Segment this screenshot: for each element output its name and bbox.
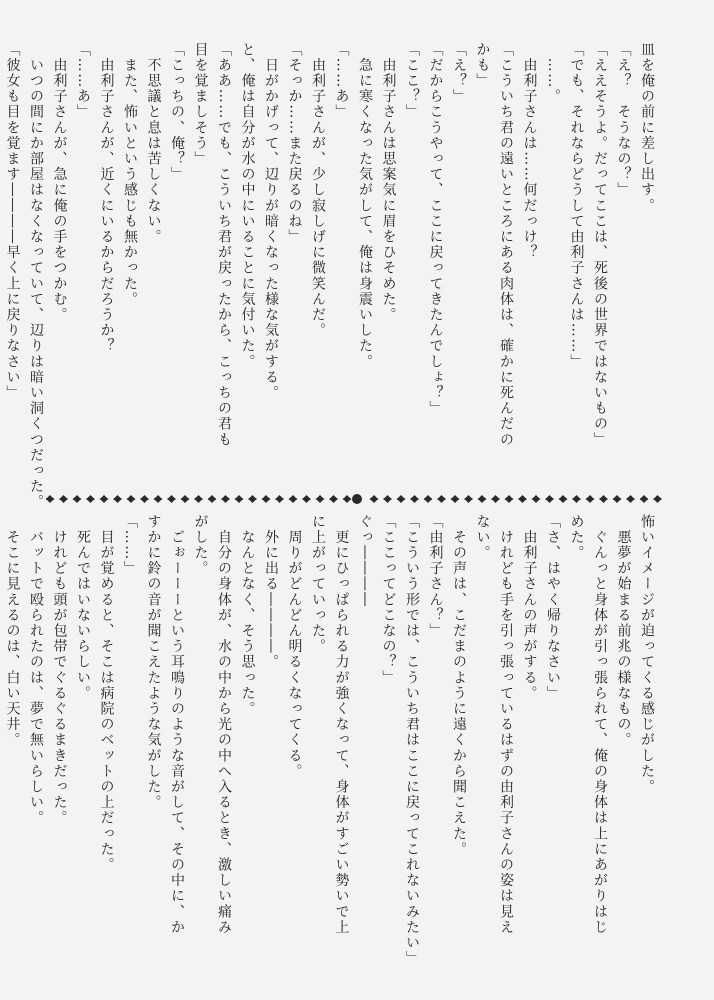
- dot-icon: [228, 498, 230, 500]
- dot-icon: [275, 498, 277, 500]
- dot-icon: [572, 498, 574, 500]
- dot-icon: [86, 498, 88, 500]
- dot-icon: [586, 498, 588, 500]
- dot-icon: [599, 498, 601, 500]
- text-line: 「彼女も目を覚ます――――早く上に戻りなさい」: [4, 42, 21, 401]
- dot-icon: [140, 498, 142, 500]
- dot-icon: [46, 498, 48, 500]
- dot-icon: [201, 498, 203, 500]
- text-line: けれども手を引っ張っているはずの由利子さんの姿は見え: [498, 514, 514, 936]
- dot-icon: [174, 498, 176, 500]
- dot-icon: [518, 498, 520, 500]
- text-line: ……。: [545, 42, 561, 105]
- text-line: 「ああ……でも、こういち君が戻ったから、こっちの君も: [216, 42, 232, 448]
- dot-icon: [430, 498, 432, 500]
- dot-icon: [376, 498, 378, 500]
- dot-icon: [613, 498, 615, 500]
- ornament-divider-icon: [40, 487, 674, 511]
- dot-icon: [66, 498, 68, 500]
- text-line: 「こういち君の遠いところにある肉体は、確かに死んだの: [498, 42, 514, 448]
- dot-icon: [343, 498, 345, 500]
- dot-icon: [181, 498, 183, 500]
- dot-icon: [235, 498, 237, 500]
- text-line: 目を覚ましそう」: [192, 42, 209, 167]
- text-line: いつの間にか部屋はなくなっていて、辺りは暗い洞くつだった。: [28, 42, 44, 510]
- text-line: そこに見えるのは、白い天井。: [4, 514, 21, 748]
- text-line: 目が覚めると、そこは病院のベットの上だった。: [98, 514, 115, 873]
- dot-icon: [120, 498, 122, 500]
- dot-icon: [397, 498, 399, 500]
- text-line: 「……あ」: [75, 42, 91, 120]
- dot-icon: [127, 498, 129, 500]
- text-line: けれども頭が包帯でぐるぐるまきだった。: [51, 514, 68, 826]
- dot-icon: [403, 498, 405, 500]
- dot-icon: [417, 498, 419, 500]
- text-line: 由利子さんの声がする。: [521, 514, 538, 702]
- text-line: その声は、こだまのように遠くから聞こえた。: [451, 514, 467, 858]
- dot-icon: [471, 498, 473, 500]
- dot-icon: [451, 498, 453, 500]
- dot-icon: [113, 498, 115, 500]
- text-line: 「さ、はやく帰りなさい」: [545, 514, 561, 702]
- dot-icon: [464, 498, 466, 500]
- text-line: 「え？」: [451, 42, 467, 105]
- dot-icon: [160, 498, 162, 500]
- dot-icon: [316, 498, 318, 500]
- dot-icon: [255, 498, 257, 500]
- text-line: 「ここ？」: [404, 42, 420, 120]
- dot-icon: [437, 498, 439, 500]
- text-line: 「こういう形では、こういち君はここに戻ってこれないみたい」: [404, 514, 420, 967]
- text-line: に上がっていった。: [310, 514, 326, 655]
- dot-icon: [660, 498, 662, 500]
- dot-icon: [383, 498, 385, 500]
- dot-icon: [100, 498, 102, 500]
- dot-icon: [248, 498, 250, 500]
- dot-icon: [545, 498, 547, 500]
- dot-icon: [268, 498, 270, 500]
- text-line: 由利子さんが、近くにいるからだろうか？: [98, 42, 115, 354]
- dot-icon: [214, 498, 216, 500]
- dot-icon: [633, 498, 635, 500]
- text-line: 「……あ」: [333, 42, 350, 120]
- dot-icon: [302, 498, 304, 500]
- text-line: 由利子さんが、少し寂しげに微笑んだ。: [310, 42, 326, 339]
- text-line: なんとなく、そう思った。: [239, 514, 256, 717]
- dot-icon: [187, 498, 189, 500]
- text-line: 日がかげって、辺りが暗くなった様な気がする。: [263, 42, 279, 401]
- text-line: ぐんっと身体が引っ張られて、俺の身体は上にあがりはじ: [592, 514, 608, 936]
- dot-icon: [498, 498, 500, 500]
- text-line: 不思議と息は苦しくない。: [145, 42, 162, 245]
- dot-icon: [59, 498, 61, 500]
- text-line: 「ここってどこなの？」: [380, 514, 397, 686]
- text-line: 「え？ そうなの？」: [615, 42, 632, 198]
- dot-icon: [73, 498, 75, 500]
- text-line: 由利子さんは……何だっけ？: [521, 42, 538, 261]
- dot-icon: [167, 498, 169, 500]
- dot-icon: [559, 498, 561, 500]
- text-block-top: [0, 42, 658, 510]
- text-line: 更にひっぱられる力が強くなって、身体がすごい勢いで上: [333, 514, 350, 936]
- dot-icon: [221, 498, 223, 500]
- text-line: 由利子さんは思案気に眉をひそめた。: [380, 42, 397, 323]
- text-line: 「そっか……また戻るのね」: [286, 42, 303, 245]
- dot-icon: [579, 498, 581, 500]
- dot-icon: [329, 498, 331, 500]
- dot-icon: [457, 498, 459, 500]
- dot-icon: [154, 498, 156, 500]
- text-line: ぐっ――――: [357, 514, 373, 608]
- text-line: と、俺は自分が水の中にいることに気付いた。: [239, 42, 256, 370]
- dot-icon: [626, 498, 628, 500]
- dot-icon: [289, 498, 291, 500]
- dot-icon: [309, 498, 311, 500]
- dot-icon: [444, 498, 446, 500]
- dot-icon: [208, 498, 210, 500]
- dot-icon: [505, 498, 507, 500]
- text-line: めた。: [568, 514, 585, 561]
- dot-icon: [79, 498, 81, 500]
- dot-icon: [390, 498, 392, 500]
- dot-icon: [552, 498, 554, 500]
- dot-icon: [491, 498, 493, 500]
- text-line: また、怖いという感じも無かった。: [122, 42, 138, 308]
- dot-icon: [478, 498, 480, 500]
- text-line: 死んではいないらしい。: [75, 514, 91, 702]
- text-line: 「こっちの、俺？」: [169, 42, 185, 183]
- text-line: 「でも、それならどうして由利子さんは……」: [568, 42, 585, 370]
- text-line: 「由利子さん？」: [427, 514, 444, 639]
- dot-icon: [349, 498, 351, 500]
- dot-icon: [370, 498, 372, 500]
- dot-icon: [606, 498, 608, 500]
- dot-icon: [653, 498, 655, 500]
- scene-break-divider: [40, 487, 674, 511]
- dot-icon: [322, 498, 324, 500]
- text-line: 外に出る――――。: [263, 514, 279, 670]
- dot-icon: [262, 498, 264, 500]
- dot-icon: [93, 498, 95, 500]
- dot-icon: [133, 498, 135, 500]
- text-line: ない。: [474, 514, 491, 561]
- text-line: 皿を俺の前に差し出す。: [639, 42, 655, 214]
- text-line: 急に寒くなった気がして、俺は身震いした。: [357, 42, 373, 370]
- text-line: すかに鈴の音が聞こえたような気がした。: [145, 514, 162, 811]
- dot-icon: [646, 498, 648, 500]
- dot-icon: [538, 498, 540, 500]
- dot-icon: [194, 498, 196, 500]
- text-line: 自分の身体が、水の中から光の中へ入るとき、激しい痛み: [216, 514, 232, 936]
- text-line: 由利子さんが、急に俺の手をつかむ。: [51, 42, 68, 323]
- dot-icon: [532, 498, 534, 500]
- dot-icon: [424, 498, 426, 500]
- dot-icon: [106, 498, 108, 500]
- dot-icon: [336, 498, 338, 500]
- dot-icon: [592, 498, 594, 500]
- dot-icon: [410, 498, 412, 500]
- text-line: 「ええそうよ。だってここは、死後の世界ではないもの」: [592, 42, 608, 448]
- text-line: バットで殴られたのは、夢で無いらしい。: [28, 514, 44, 826]
- text-block-bottom: [0, 514, 658, 967]
- text-line: ごぉーーーという耳鳴りのような音がして、その中に、か: [169, 514, 185, 936]
- dot-icon: [640, 498, 642, 500]
- text-line: がした。: [192, 514, 209, 577]
- text-line: かも」: [474, 42, 491, 89]
- text-line: 怖いイメージが迫ってくる感じがした。: [639, 514, 655, 795]
- dot-icon: [619, 498, 621, 500]
- dot-icon: [565, 498, 567, 500]
- text-line: 周りがどんどん明るくなってくる。: [286, 514, 303, 780]
- dot-icon: [147, 498, 149, 500]
- dot-icon: [282, 498, 284, 500]
- dot-icon: [52, 498, 54, 500]
- dot-icon: [295, 498, 297, 500]
- text-line: 「……」: [122, 514, 138, 577]
- dot-icon: [484, 498, 486, 500]
- dot-icon: [241, 498, 243, 500]
- dot-icon: [511, 498, 513, 500]
- text-line: 「だからこうやって、ここに戻ってきたんでしょ？」: [427, 42, 444, 417]
- text-line: 悪夢が始まる前兆の様なもの。: [615, 514, 632, 748]
- dot-icon: [525, 498, 527, 500]
- center-dot-icon: [352, 494, 362, 504]
